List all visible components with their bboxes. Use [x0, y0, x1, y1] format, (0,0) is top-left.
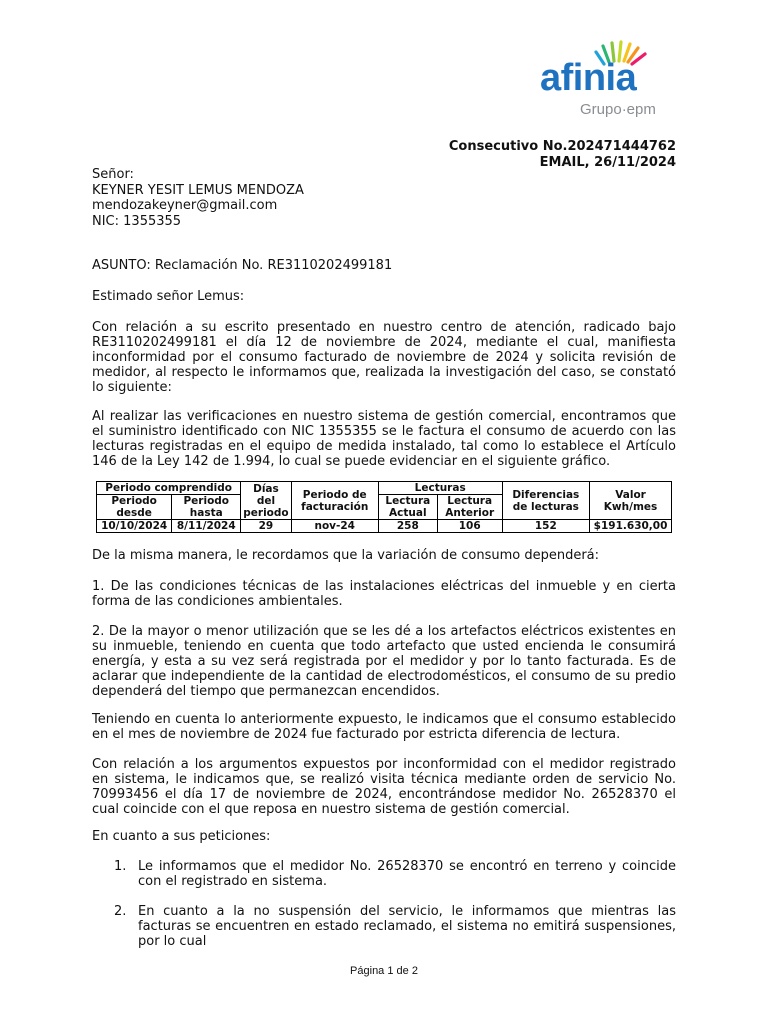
paragraph-condition-1: 1. De las condiciones técnicas de las instalaciones eléctricas del inmueble y en cierta forma de las condiciones ambientales. [92, 579, 676, 609]
header-valor: Valor Kwh/mes [590, 482, 672, 520]
list-item-number: 2. [114, 904, 127, 919]
cell-fact: nov-24 [291, 520, 378, 533]
header-facturacion: Periodo de facturación [291, 482, 378, 520]
email-date: EMAIL, 26/11/2024 [539, 154, 676, 170]
paragraph-intro: Con relación a su escrito presentado en nuestro centro de atención, radicado bajo RE3110202499181 el día 12 de noviembre de 2024, mediante el cual, manifiesta inconformidad por el consumo facturado de noviembre de 2024 y solicita revisión de medidor, al respecto le informamos que, realizada la investigación del caso, se constató lo siguiente: [92, 320, 676, 395]
paragraph-peticiones-intro: En cuanto a sus peticiones: [92, 829, 271, 844]
cell-dif: 152 [502, 520, 590, 533]
paragraph-condition-2: 2. De la mayor o menor utilización que se les dé a los artefactos eléctricos existentes en su inmueble, teniendo en cuenta que todo artefacto que usted encienda le consumirá energía, y esta a su vez será registrada por el medidor y por lo tanto facturada. Es de aclarar que independiente de la cantidad de electrodomésticos, el consumo de su predio dependerá del tiempo que permanezcan encendidos. [92, 624, 676, 699]
recipient-salutation: Señor: [92, 167, 134, 182]
header-hasta: Periodo hasta [172, 495, 241, 520]
table-row [97, 520, 672, 533]
readings-table [96, 481, 672, 533]
logo-grupo-epm: Grupo·epm [580, 101, 656, 118]
list-item-text: En cuanto a la no suspensión del servicio, le informamos que mientras las facturas se encuentren en estado reclamado, el sistema no emitirá suspensiones, por lo cual [138, 904, 676, 949]
peticiones-list [92, 859, 676, 964]
cell-hasta: 8/11/2024 [172, 520, 241, 533]
list-item-number: 1. [114, 859, 127, 874]
list-item [92, 904, 676, 949]
recipient-nic: NIC: 1355355 [92, 213, 182, 229]
header-diferencias: Diferencias de lecturas [502, 482, 590, 520]
cell-desde: 10/10/2024 [97, 520, 172, 533]
logo-wordmark: afinia [540, 57, 637, 99]
list-item [92, 859, 676, 889]
cell-valor: $191.630,00 [590, 520, 672, 533]
paragraph-conclusion: Teniendo en cuenta lo anteriormente expuesto, le indicamos que el consumo establecido en el mes de noviembre de 2024 fue facturado por estricta diferencia de lectura. [92, 712, 676, 742]
cell-anterior: 106 [437, 520, 502, 533]
list-item-text: Le informamos que el medidor No. 26528370 se encontró en terreno y coincide con el registrado en sistema. [138, 859, 676, 889]
header-actual: Lectura Actual [378, 495, 437, 520]
reference-block [449, 139, 676, 170]
paragraph-meter: Con relación a los argumentos expuestos por inconformidad con el medidor registrado en sistema, le indicamos que, se realizó visita técnica mediante orden de servicio No. 70993456 el día 17 de noviembre de 2024, encontrándose medidor No. 26528370 el cual coincide con el que reposa en nuestro sistema de gestión comercial. [92, 757, 676, 817]
subject-line: ASUNTO: Reclamación No. RE3110202499181 [92, 258, 393, 273]
header-anterior: Lectura Anterior [437, 495, 502, 520]
page-number: Página 1 de 2 [350, 965, 418, 977]
header-lecturas: Lecturas [378, 482, 502, 495]
header-periodo-comprendido: Periodo comprendido [97, 482, 241, 495]
recipient-block [92, 167, 304, 229]
header-desde: Periodo desde [97, 495, 172, 520]
greeting: Estimado señor Lemus: [92, 289, 245, 304]
recipient-name: KEYNER YESIT LEMUS MENDOZA [92, 182, 304, 198]
cell-actual: 258 [378, 520, 437, 533]
recipient-email: mendozakeyner@gmail.com [92, 198, 278, 213]
consecutivo-number: Consecutivo No.202471444762 [448, 139, 676, 154]
header-dias: Días del periodo [241, 482, 291, 520]
afinia-logo [540, 40, 676, 124]
cell-dias: 29 [241, 520, 291, 533]
paragraph-variation: De la misma manera, le recordamos que la variación de consumo dependerá: [92, 548, 600, 563]
table-header-row [97, 482, 672, 495]
paragraph-verification: Al realizar las verificaciones en nuestro sistema de gestión comercial, encontramos que el suministro identificado con NIC 1355355 se le factura el consumo de acuerdo con las lecturas registradas en el equipo de medida instalado, tal como lo establece el Artículo 146 de la Ley 142 de 1.994, lo cual se puede evidenciar en el siguiente gráfico. [92, 409, 676, 469]
